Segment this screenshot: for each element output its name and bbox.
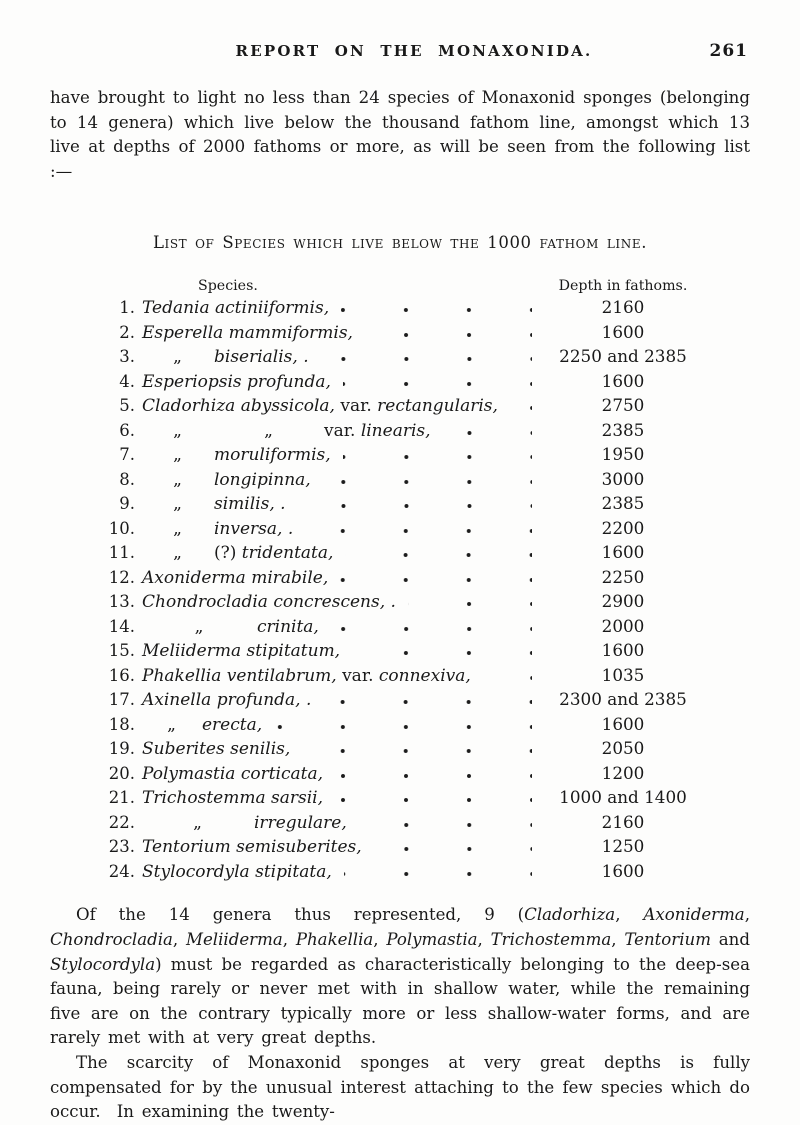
- roman-text: ,: [282, 929, 296, 949]
- species-name: [142, 640, 340, 664]
- row-number: 1.: [119, 298, 135, 318]
- depth-value: 1600: [601, 713, 645, 734]
- table-row: [50, 321, 704, 346]
- species-text: (?): [214, 543, 242, 564]
- table-row: [50, 860, 704, 885]
- intro-paragraph: [50, 86, 750, 184]
- table-row: [50, 345, 704, 370]
- dot-leader: [323, 697, 532, 705]
- depth-value: 2750: [601, 395, 645, 416]
- dot-leader: [510, 403, 532, 411]
- roman-text: ) must be regarded as characteristically belonging to the deep-sea fauna, being rarely or never met with in shallow water, while the remaining five are on the contrary typically more or less shallow-water forms, and are rarely met with at very great depths.: [50, 954, 750, 1048]
- species-text: Cladorhiza abyssicola,: [142, 396, 335, 417]
- species-name: [142, 861, 332, 885]
- dot-leader: [298, 501, 532, 509]
- ditto-mark: „: [194, 616, 205, 637]
- italic-text: Stylocordyla: [50, 954, 156, 974]
- depth-value: 1035: [601, 664, 645, 685]
- species-text: moruliformis,: [214, 445, 331, 466]
- species-name: [142, 493, 286, 517]
- table-row: [50, 468, 704, 493]
- species-text: Esperella mammiformis,: [142, 322, 353, 343]
- species-text: Tedania actiniiformis,: [142, 298, 330, 319]
- depth-value: 2050: [601, 738, 645, 759]
- roman-text: ,: [744, 905, 750, 925]
- dot-leader: [335, 795, 532, 803]
- table-header-row: [50, 276, 704, 296]
- table-row: [50, 296, 704, 321]
- depth-value: 2000: [601, 615, 645, 636]
- species-text: similis, .: [214, 494, 286, 515]
- species-text: var.: [324, 420, 361, 441]
- table-row: [50, 737, 704, 762]
- species-name: [142, 665, 471, 689]
- row-number: 23.: [108, 837, 135, 857]
- running-head: REPORT ON THE MONAXONIDA.: [235, 42, 593, 60]
- species-text: Axoniderma mirabile,: [142, 567, 329, 588]
- dot-leader: [408, 599, 532, 607]
- species-name: [142, 714, 262, 738]
- dot-leader: [274, 722, 532, 730]
- species-text: erecta,: [202, 714, 263, 735]
- table-row: [50, 713, 704, 738]
- dot-leader: [321, 354, 532, 362]
- species-text: Phakellia ventilabrum,: [142, 665, 337, 686]
- dot-leader: [331, 624, 532, 632]
- dot-leader: [483, 673, 532, 681]
- depth-value: 1600: [601, 370, 645, 391]
- species-name: [142, 836, 362, 860]
- species-name: [142, 420, 431, 444]
- depth-value: 1250: [601, 836, 645, 857]
- species-name: [142, 591, 396, 615]
- species-text: longipinna,: [214, 469, 311, 490]
- species-text: Axinella profunda, .: [142, 690, 312, 711]
- header-leader-spacer: [270, 282, 532, 290]
- species-text: inversa, .: [214, 518, 294, 539]
- row-number: 15.: [108, 641, 135, 661]
- row-number: 16.: [108, 665, 135, 685]
- species-text: tridentata,: [241, 543, 334, 564]
- ditto-mark: „: [173, 420, 183, 441]
- italic-text: Meliiderma: [186, 929, 283, 949]
- ditto-mark: „: [173, 469, 183, 490]
- species-name: [142, 346, 309, 370]
- genera-paragraph: [50, 903, 750, 1051]
- ditto-mark: „: [173, 518, 183, 539]
- dot-leader: [352, 648, 532, 656]
- ditto-mark: „: [264, 420, 274, 441]
- row-number: 14.: [108, 616, 135, 636]
- row-number: 7.: [119, 445, 135, 465]
- species-table: [50, 276, 750, 884]
- dot-leader: [305, 526, 532, 534]
- depth-value: 2300 and 2385: [559, 689, 687, 710]
- species-text: irregulare,: [254, 812, 347, 833]
- depth-value: 2385: [601, 419, 645, 440]
- row-number: 5.: [119, 396, 135, 416]
- dot-leader: [341, 305, 532, 313]
- species-name: [142, 444, 331, 468]
- species-name: [142, 395, 498, 419]
- depth-value: 1600: [601, 542, 645, 563]
- species-text: var.: [334, 396, 378, 417]
- dot-leader: [374, 844, 532, 852]
- species-name: [142, 567, 328, 591]
- ditto-mark: „: [173, 543, 183, 564]
- ditto-mark: „: [173, 445, 183, 466]
- ditto-mark: „: [193, 812, 203, 833]
- species-text: var.: [336, 665, 379, 686]
- species-name: [142, 518, 293, 542]
- dot-leader: [365, 330, 532, 338]
- list-title: List of Species which live below the 1000 fathom line.: [152, 233, 648, 253]
- species-name: [142, 469, 311, 493]
- italic-text: Phakellia: [295, 929, 374, 949]
- species-text: Trichostemma sarsii,: [142, 788, 323, 809]
- species-text: rectangularis,: [377, 396, 498, 417]
- depth-value: 1600: [601, 860, 645, 881]
- species-text: Tentorium semisuberites,: [142, 837, 362, 858]
- table-row: [50, 639, 704, 664]
- depth-value: 2250: [601, 566, 645, 587]
- species-text: linearis,: [360, 420, 431, 441]
- table-row: [50, 786, 704, 811]
- ditto-mark: „: [173, 347, 183, 368]
- species-name: [142, 763, 323, 787]
- ditto-mark: „: [173, 494, 183, 515]
- row-number: 4.: [119, 371, 135, 391]
- dot-leader: [302, 746, 532, 754]
- depth-value: 2200: [601, 517, 645, 538]
- row-number: 6.: [119, 420, 135, 440]
- depth-value: 2900: [601, 591, 645, 612]
- dot-leader: [335, 771, 532, 779]
- table-row: [50, 590, 704, 615]
- table-row: [50, 664, 704, 689]
- roman-text: and: [710, 929, 750, 949]
- row-number: 19.: [108, 739, 135, 759]
- depth-value: 1600: [601, 640, 645, 661]
- row-number: 22.: [108, 812, 135, 832]
- roman-text: have brought to light no less than 24 species of Monaxonid sponges (belonging to 14 genera) which live below the thousand fathom line, amongst which 13 live at depths of 2000 fathoms or more, as will be seen from the following list :—: [50, 88, 750, 181]
- dot-leader: [343, 379, 532, 387]
- species-text: Polymastia corticata,: [142, 763, 323, 784]
- species-name: [142, 787, 323, 811]
- species-text: Chondrocladia concrescens, .: [142, 592, 396, 613]
- table-row: [50, 394, 704, 419]
- row-number: 17.: [108, 690, 135, 710]
- table-row: [50, 566, 704, 591]
- row-number: 8.: [119, 469, 135, 489]
- table-row: [50, 370, 704, 395]
- depth-value: 1200: [601, 762, 645, 783]
- species-table-body: [50, 296, 750, 884]
- row-number: 10.: [108, 518, 135, 538]
- row-number: 12.: [108, 567, 135, 587]
- roman-text: ,: [615, 905, 644, 925]
- depth-value: 3000: [601, 468, 645, 489]
- row-number: 11.: [108, 543, 135, 563]
- species-text: Stylocordyla stipitata,: [142, 861, 332, 882]
- depth-value: 2250 and 2385: [559, 346, 687, 367]
- row-number: 24.: [108, 861, 135, 881]
- depth-value: 2160: [601, 297, 645, 318]
- species-text: Meliiderma stipitatum,: [142, 641, 341, 662]
- depth-value: 1000 and 1400: [559, 787, 687, 808]
- roman-text: The scarcity of Monaxonid sponges at very great depths is fully compensated for by the unusual interest attaching to the few species which do occur. In examining the twenty-: [50, 1052, 750, 1122]
- dot-leader: [443, 428, 532, 436]
- row-number: 20.: [108, 763, 135, 783]
- row-number: 18.: [108, 714, 135, 734]
- row-number: 13.: [108, 592, 135, 612]
- table-row: [50, 688, 704, 713]
- row-number: 3.: [119, 347, 135, 367]
- species-name: [142, 812, 347, 836]
- species-name: [142, 738, 290, 762]
- species-name: [142, 689, 311, 713]
- species-name: [142, 297, 329, 321]
- species-text: crinita,: [257, 616, 319, 637]
- species-name: [142, 616, 319, 640]
- row-number: 9.: [119, 494, 135, 514]
- table-row: [50, 762, 704, 787]
- table-row: [50, 541, 704, 566]
- table-row: [50, 419, 704, 444]
- italic-text: Polymastia: [386, 929, 478, 949]
- row-number: 21.: [108, 788, 135, 808]
- italic-text: Cladorhiza: [524, 905, 616, 925]
- row-number: 2.: [119, 322, 135, 342]
- table-row: [50, 615, 704, 640]
- page-header: [50, 42, 750, 64]
- italic-text: Tentorium: [624, 929, 711, 949]
- italic-text: Axoniderma: [643, 905, 745, 925]
- ditto-mark: „: [167, 714, 177, 735]
- roman-text: ,: [373, 929, 387, 949]
- table-row: [50, 517, 704, 542]
- table-row: [50, 811, 704, 836]
- species-name: [142, 322, 353, 346]
- column-header-species: Species.: [198, 278, 258, 295]
- dot-leader: [344, 869, 532, 877]
- dot-leader: [345, 550, 532, 558]
- dot-leader: [359, 820, 532, 828]
- page-number: 261: [709, 41, 748, 61]
- species-text: connexiva,: [378, 665, 471, 686]
- depth-value: 2385: [601, 493, 645, 514]
- roman-text: ,: [611, 929, 625, 949]
- page: [50, 0, 750, 1125]
- species-name: [142, 371, 331, 395]
- species-text: Esperiopsis profunda,: [142, 371, 331, 392]
- table-row: [50, 492, 704, 517]
- table-row: [50, 443, 704, 468]
- dot-leader: [323, 477, 532, 485]
- italic-text: Chondrocladia: [50, 929, 173, 949]
- depth-value: 1950: [601, 444, 645, 465]
- depth-value: 2160: [601, 811, 645, 832]
- species-name: [142, 542, 333, 566]
- italic-text: Trichostemma: [490, 929, 612, 949]
- species-text: Suberites senilis,: [142, 739, 291, 760]
- depth-value: 1600: [601, 321, 645, 342]
- species-text: biserialis, .: [214, 347, 309, 368]
- column-header-depth: Depth in fathoms.: [558, 278, 688, 295]
- roman-text: ,: [477, 929, 491, 949]
- dot-leader: [343, 452, 532, 460]
- roman-text: Of the 14 genera thus represented, 9 (: [76, 905, 525, 925]
- scarcity-paragraph: [50, 1051, 750, 1125]
- table-row: [50, 835, 704, 860]
- roman-text: ,: [172, 929, 186, 949]
- dot-leader: [340, 575, 532, 583]
